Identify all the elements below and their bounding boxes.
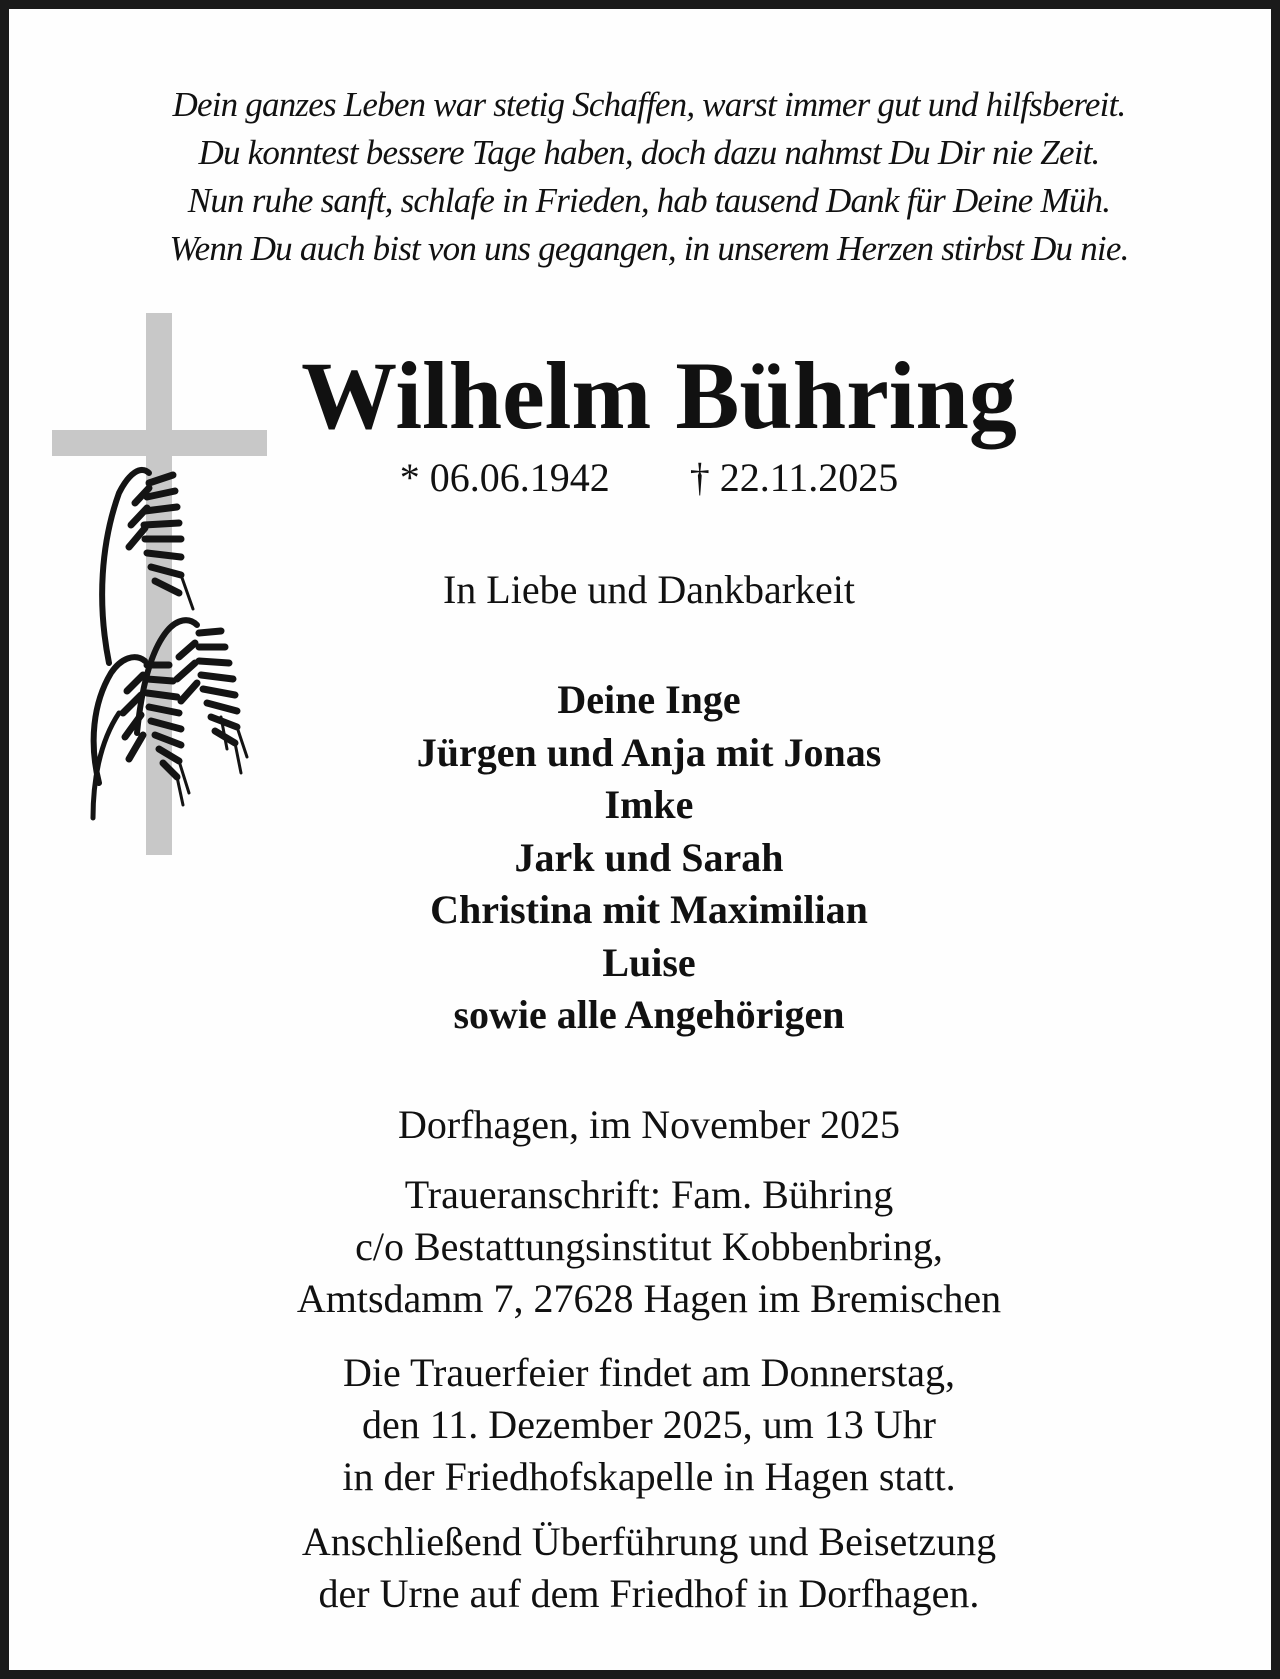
verse-line-2: Du konntest bessere Tage haben, doch dazu nahmst Du Dir nie Zeit.	[198, 133, 1100, 172]
memorial-verse	[9, 81, 1280, 273]
mourner: sowie alle Angehörigen	[453, 992, 845, 1037]
burial-info	[9, 1516, 1280, 1620]
mourner: Imke	[604, 782, 694, 827]
verse-line-1: Dein ganzes Leben war stetig Schaffen, warst immer gut und hilfsbereit.	[172, 85, 1126, 124]
mourner: Luise	[602, 939, 696, 985]
burial-line: Anschließend Überführung und Beisetzung	[301, 1519, 997, 1564]
mourner: Jürgen und Anja mit Jonas	[416, 729, 882, 775]
mourner: Christina mit Maximilian	[430, 887, 868, 932]
thanks-line: In Liebe und Dankbarkeit	[442, 567, 856, 612]
birth-date: * 06.06.1942	[399, 455, 610, 500]
verse-line-4: Wenn Du auch bist von uns gegangen, in unserem Herzen stirbst Du nie.	[169, 229, 1129, 268]
death-date: † 22.11.2025	[689, 455, 899, 500]
burial-line: der Urne auf dem Friedhof in Dorfhagen.	[318, 1571, 980, 1616]
deceased-name: Wilhelm Bühring	[301, 342, 1017, 449]
address-line: c/o Bestattungsinstitut Kobbenbring,	[355, 1224, 943, 1269]
address-line: Amtsdamm 7, 27628 Hagen im Bremischen	[296, 1276, 1002, 1321]
life-dates	[9, 453, 1280, 503]
place-date: Dorfhagen, im November 2025	[397, 1102, 901, 1147]
mourners-list	[9, 674, 1280, 1042]
service-line: Die Trauerfeier findet am Donnerstag,	[342, 1350, 956, 1395]
mourning-address	[9, 1169, 1280, 1325]
verse-line-3: Nun ruhe sanft, schlafe in Frieden, hab tausend Dank für Deine Müh.	[187, 181, 1111, 220]
mourner: Jark und Sarah	[514, 834, 784, 880]
service-line: den 11. Dezember 2025, um 13 Uhr	[362, 1402, 936, 1447]
service-line: in der Friedhofskapelle in Hagen statt.	[342, 1454, 956, 1499]
funeral-service-info	[9, 1347, 1280, 1503]
address-line: Traueranschrift: Fam. Bühring	[404, 1172, 894, 1217]
mourner: Deine Inge	[557, 677, 741, 722]
